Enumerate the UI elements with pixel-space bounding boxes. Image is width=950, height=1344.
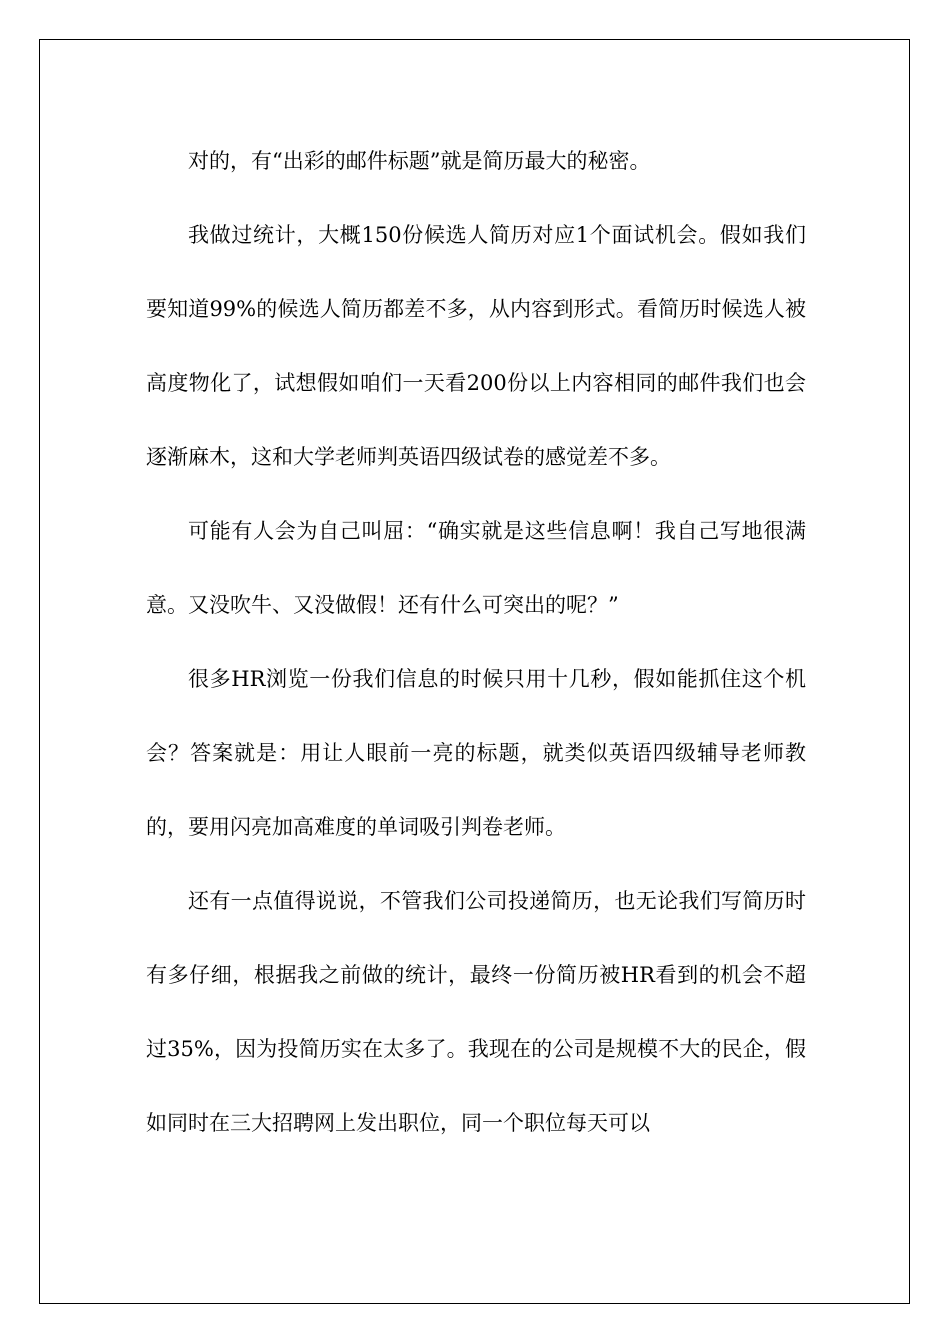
- paragraph-5: 还有一点值得说说，不管我们公司投递简历，也无论我们写简历时有多仔细，根据我之前做的统计，最终一份简历被HR看到的机会不超过35%，因为投简历实在太多了。我现在的公司是规模不大的民企，假如同时在三大招聘网上发出职位，同一个职位每天可以: [146, 889, 806, 1135]
- paragraph-4: 很多HR浏览一份我们信息的时候只用十几秒，假如能抓住这个机会？答案就是：用让人眼前一亮的标题，就类似英语四级辅导老师教的，要用闪亮加高难度的单词吸引判卷老师。: [146, 667, 806, 839]
- paragraph-1: 对的，有“出彩的邮件标题”就是简历最大的秘密。: [188, 149, 651, 173]
- paragraph-2: 我做过统计，大概150份候选人简历对应1个面试机会。假如我们要知道99%的候选人简历都差不多，从内容到形式。看简历时候选人被高度物化了，试想假如咱们一天看200份以上内容相同的邮件我们也会逐渐麻木，这和大学老师判英语四级试卷的感觉差不多。: [146, 223, 806, 469]
- paragraph-3: 可能有人会为自己叫屈：“确实就是这些信息啊！我自己写地很满意。又没吹牛、又没做假！还有什么可突出的呢？”: [146, 519, 806, 617]
- document-body: [146, 124, 806, 1160]
